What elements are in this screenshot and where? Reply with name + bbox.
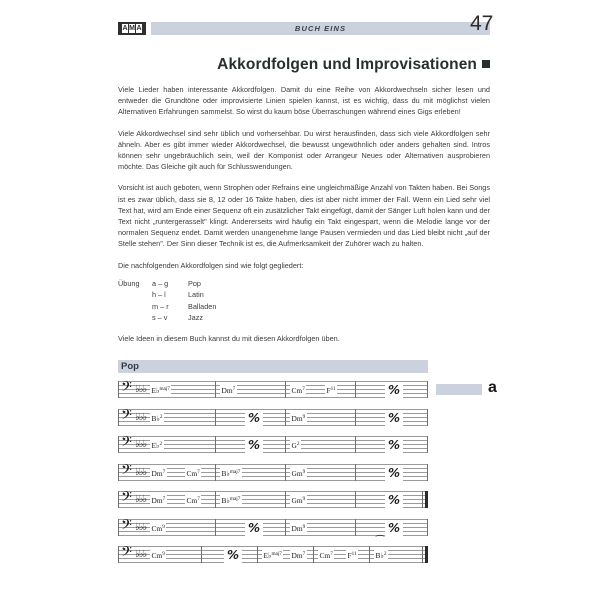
staff-line	[118, 562, 428, 563]
chord-symbol: Dm$^7$	[220, 383, 237, 397]
bass-clef-icon: 𝄢	[121, 379, 132, 399]
page-title	[118, 56, 490, 74]
staff	[118, 436, 428, 454]
header-band	[151, 22, 490, 35]
exercise-style: Balladen	[188, 301, 217, 311]
staff-line	[118, 397, 428, 398]
section-label: Pop	[121, 361, 139, 372]
chord-symbol: Cm$^7$	[290, 383, 306, 397]
barline	[355, 519, 356, 536]
music-system	[118, 491, 490, 509]
barline	[369, 546, 370, 563]
barline	[201, 546, 202, 563]
staff-line	[118, 507, 428, 508]
music-system	[118, 536, 490, 564]
exercise-range: m – r	[152, 301, 169, 311]
barline	[427, 464, 428, 481]
bass-clef-icon: 𝄢	[121, 544, 132, 564]
chord-symbol: Dm$^9$	[290, 521, 307, 535]
logo-letter-3: A	[136, 24, 142, 32]
barline	[118, 464, 119, 481]
chord-symbol: Cm$^7$	[318, 548, 334, 562]
bass-clef-icon: 𝄢	[121, 434, 132, 454]
chord-symbol: B♭$^{maj7}$	[220, 493, 242, 507]
key-signature: ♭♭♭	[135, 494, 147, 505]
simile-repeat-icon: %	[385, 465, 403, 481]
barline	[118, 491, 119, 508]
chord-symbol: Cm$^7$	[185, 493, 201, 507]
square-bullet-icon	[482, 60, 490, 68]
staff-line	[118, 519, 428, 520]
structure-intro-line: Die nachfolgenden Akkordfolgen sind wie folgt gegliedert:	[118, 260, 304, 270]
barline	[427, 381, 428, 398]
exercise-letter: a	[488, 379, 497, 396]
paragraph-1: Viele Lieder haben interessante Akkordfolgen. Damit du eine Reihe von Akkordwechseln sicher lesen und entweder die Grundtöne oder improvisierte Linien spielen kannst, ist es wichtig, dass du mit möglichst vielen Alternativen Erfahrungen sammelst. So wirst du kaum böse Überraschungen während eines Gigs erleben!	[118, 85, 490, 117]
music-system	[118, 406, 490, 427]
key-signature: ♭♭♭	[135, 466, 147, 478]
exercise-label-spacer	[118, 289, 152, 301]
exercise-style: Jazz	[188, 313, 204, 323]
bass-clef-icon: 𝄢	[121, 461, 132, 482]
table-row	[118, 278, 268, 290]
barline	[285, 409, 286, 426]
final-barline-thick	[425, 491, 428, 508]
barline	[285, 436, 286, 453]
paragraph-2: Viele Akkordwechsel sind sehr üblich und vorhersehbar. Du wirst herausfinden, dass sich viele Akkordfolgen sehr ähneln. Aber es gibt immer wieder Akkordwechsel, die bewusst ungewöhnlich oder anders gehalten sind. Intros können sehr ungebräuchlich sein, weil der Komponist oder Arrangeur Neues oder Alternativen ausprobieren möchte. Das Gleiche gilt auch für Schlusswendungen.	[118, 128, 490, 172]
chord-symbol: E♭$^2$	[150, 438, 164, 452]
staff-line	[118, 409, 428, 410]
barline	[427, 409, 428, 426]
staff	[118, 406, 428, 427]
staff-line	[118, 480, 428, 481]
barline	[313, 546, 314, 563]
barline	[118, 436, 119, 453]
barline	[215, 409, 216, 426]
table-row	[118, 312, 268, 324]
chord-symbol: Cm$^9$	[150, 521, 166, 535]
barline	[355, 409, 356, 426]
staff-line	[118, 452, 428, 453]
barline	[427, 436, 428, 453]
book-label: BUCH EINS	[294, 23, 347, 33]
staff-line	[118, 413, 428, 414]
barline	[215, 464, 216, 481]
key-signature: ♭♭♭	[135, 384, 147, 395]
chord-symbol: Gm$^9$	[290, 493, 307, 507]
closing-line: Viele Ideen in diesem Buch kannst du mit diesen Akkordfolgen üben.	[118, 333, 340, 343]
bass-clef-icon: 𝄢	[121, 516, 132, 537]
barline	[355, 464, 356, 481]
chord-symbol: Dm$^7$	[150, 466, 167, 480]
staff-line	[118, 491, 428, 492]
staff-line	[118, 417, 428, 418]
table-row	[118, 301, 268, 313]
bass-clef-icon: 𝄢	[121, 406, 132, 427]
staff-line	[118, 444, 428, 445]
music-system	[118, 436, 490, 454]
page-number: 47	[470, 12, 494, 35]
chord-symbol: Gm$^9$	[290, 466, 307, 480]
table-row	[118, 289, 268, 301]
staff-line	[118, 421, 428, 422]
barline	[285, 491, 286, 508]
chord-symbol: $F^{11}$	[325, 383, 337, 397]
exercise-range: h – l	[152, 290, 166, 300]
exercise-label-spacer	[118, 301, 152, 313]
barline	[118, 546, 119, 563]
simile-repeat-icon: %	[385, 410, 403, 426]
final-barline-thin	[422, 491, 423, 508]
barline	[285, 464, 286, 481]
music-system	[118, 516, 490, 537]
barline	[257, 546, 258, 563]
barline	[215, 519, 216, 536]
simile-repeat-icon: %	[385, 492, 403, 508]
chord-symbol: E♭$^{maj7}$	[262, 548, 283, 562]
paragraph-3: Vorsicht ist auch geboten, wenn Strophen oder Refrains eine ungleichmäßige Anzahl von Takten haben. Bei Songs ist es zwar üblich, dass sie 8, 12 oder 16 Takte haben, dies ist aber nicht immer der Fall. Wenn ein Lied sehr viel Text hat, wird am Ende einer Sequenz oft ein zusätzlicher Takt eingefügt, damit der Sänger Luft holen kann und der Text nicht „runtergerasselt" klingt. Andererseits wird häufig ein Takt eingespart, wenn die Melodie lange vor der normalen Sequenz endet. Damit werden unangenehme lange Pausen vermieden und das Lied bleibt nicht „auf der Stelle stehen". Der Sinn dieser Technik ist es, die Aufmerksamkeit der Zuhörer wach zu halten.	[118, 183, 490, 249]
barline	[285, 519, 286, 536]
barline	[215, 381, 216, 398]
simile-repeat-icon: %	[245, 520, 263, 536]
barline	[285, 381, 286, 398]
staff-line	[118, 381, 428, 382]
chord-symbol: Dm$^9$	[290, 411, 307, 425]
chord-symbol: Dm$^7$	[290, 548, 307, 562]
staff-line	[118, 448, 428, 449]
chord-symbol: B♭$^{maj7}$	[220, 466, 242, 480]
page-title-text: Akkordfolgen und Improvisationen	[217, 56, 477, 73]
exercise-range: s – v	[152, 313, 168, 323]
barline	[118, 519, 119, 536]
staff-line	[118, 464, 428, 465]
logo-letter-2: M	[129, 24, 135, 32]
simile-repeat-icon: %	[224, 547, 242, 563]
exercise-label-spacer	[118, 312, 152, 324]
barline	[215, 491, 216, 508]
chord-symbol: Cm$^7$	[185, 466, 201, 480]
barline	[427, 519, 428, 536]
key-signature: ♭♭♭	[135, 521, 147, 533]
barline	[215, 436, 216, 453]
exercise-style: Pop	[188, 278, 201, 288]
section-band	[118, 360, 428, 373]
music-system	[118, 379, 497, 399]
barline	[118, 409, 119, 426]
final-barline-thick	[425, 546, 428, 563]
fermata-icon: ⁀	[376, 536, 385, 547]
chord-symbol: $G^2$	[290, 438, 301, 452]
simile-repeat-icon: %	[245, 437, 263, 453]
exercise-marker-band	[436, 384, 482, 395]
key-signature: ♭♭♭	[135, 549, 147, 560]
staff-line	[118, 436, 428, 437]
chord-symbol: B♭$^2$	[374, 548, 388, 562]
logo-letter-1: A	[122, 24, 128, 32]
chord-symbol: $F^{11}$	[346, 548, 358, 562]
key-signature: ♭♭♭	[135, 439, 147, 450]
music-system	[118, 461, 490, 482]
simile-repeat-icon: %	[385, 382, 403, 398]
page-header	[118, 18, 490, 38]
simile-repeat-icon: %	[385, 520, 403, 536]
body-column	[118, 84, 490, 344]
chord-symbol: Dm$^7$	[150, 493, 167, 507]
staff-line	[118, 440, 428, 441]
simile-repeat-icon: %	[385, 437, 403, 453]
barline	[355, 491, 356, 508]
bass-clef-icon: 𝄢	[121, 489, 132, 509]
chord-symbol: Cm$^9$	[150, 548, 166, 562]
exercise-style: Latin	[188, 290, 204, 300]
simile-repeat-icon: %	[245, 410, 263, 426]
exercise-label: Übung	[118, 278, 140, 288]
exercise-range: a – g	[152, 278, 169, 288]
barline	[118, 381, 119, 398]
barline	[355, 381, 356, 398]
music-systems	[118, 379, 497, 574]
ama-logo	[118, 22, 146, 35]
final-barline-thin	[422, 546, 423, 563]
chord-symbol: E♭$^{maj7}$	[150, 383, 171, 397]
exercise-grouping-table	[118, 278, 268, 324]
chord-symbol: B♭$^2$	[150, 411, 164, 425]
barline	[355, 436, 356, 453]
key-signature: ♭♭♭	[135, 411, 147, 423]
staff-line	[118, 425, 428, 426]
